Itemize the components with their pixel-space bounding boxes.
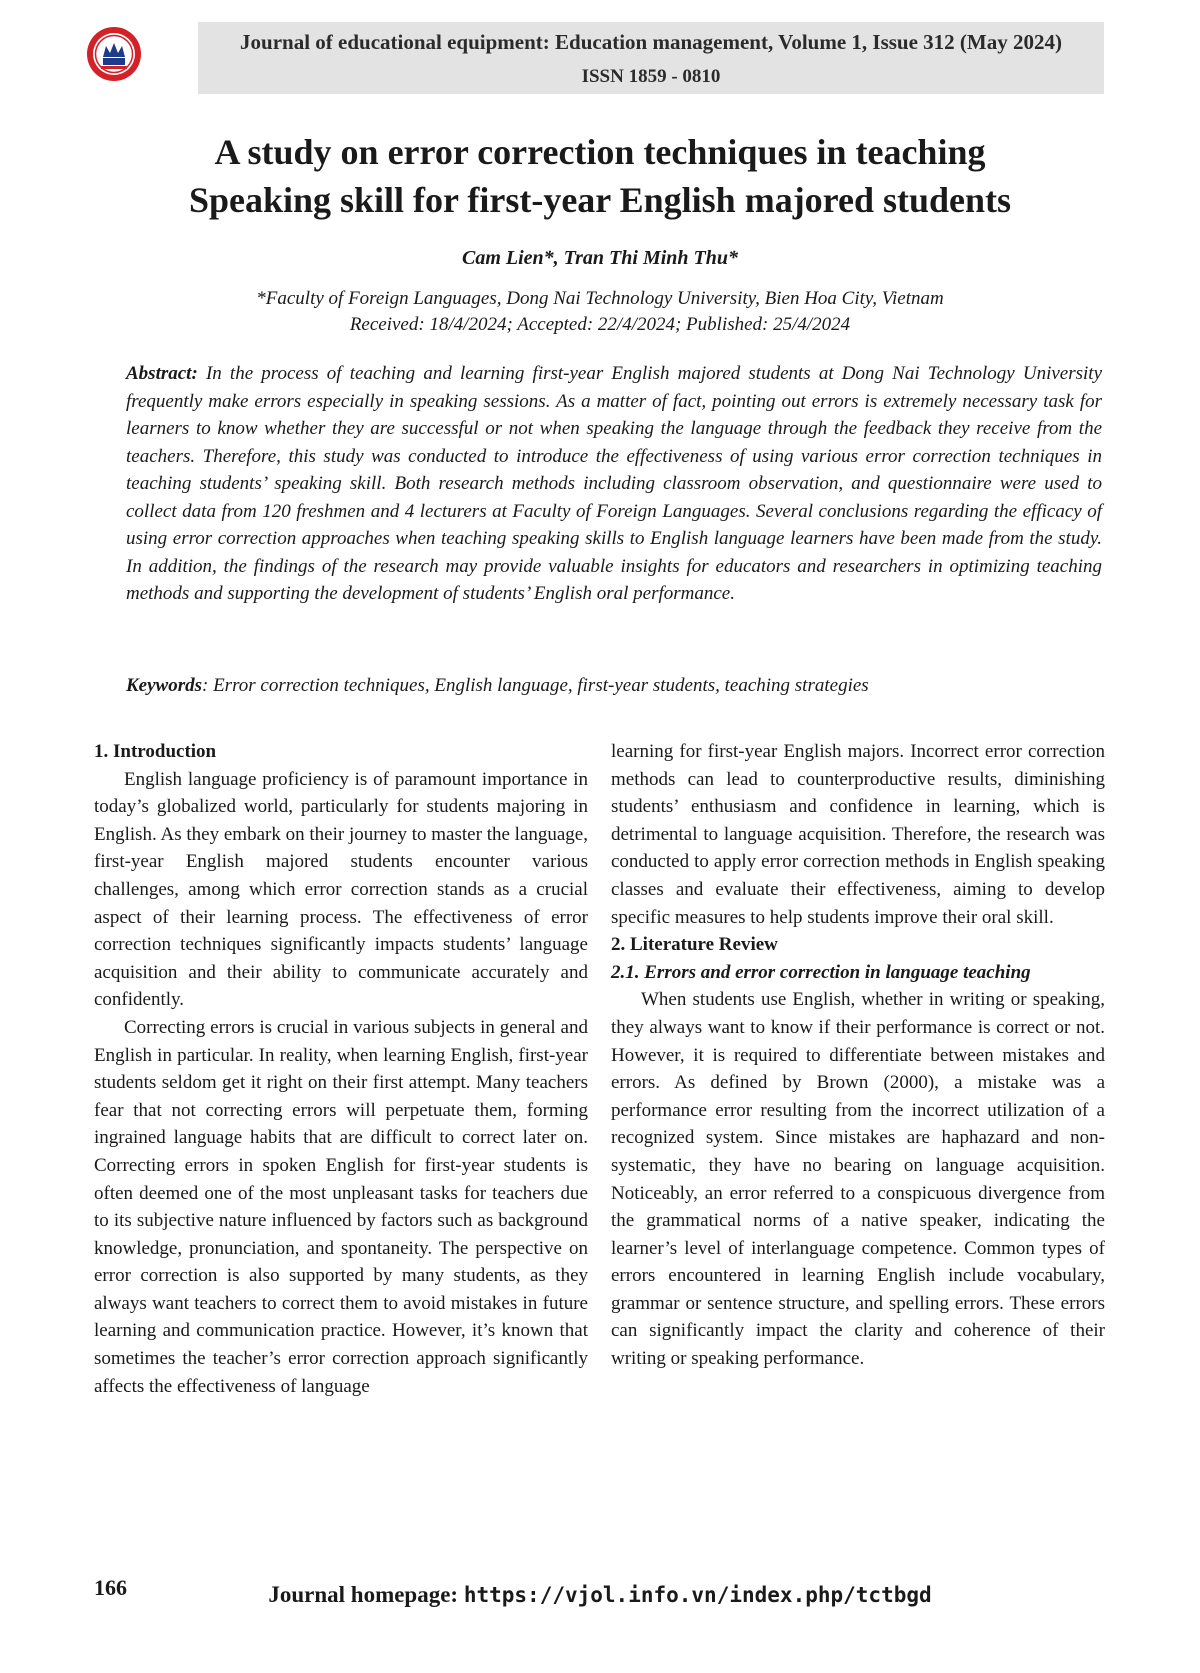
article-affiliation-block bbox=[0, 286, 1200, 338]
keywords bbox=[126, 673, 1102, 699]
section-heading-introduction: 1. Introduction bbox=[94, 741, 217, 762]
keywords-text: : Error correction techniques, English language, first-year students, teaching strategies bbox=[202, 675, 869, 696]
journal-homepage bbox=[0, 1582, 1200, 1608]
body-paragraph: English language proficiency is of paramount importance in today’s globalized world, particularly for students majoring in English. As they embark on their journey to master the language, first-year English majored students encounter various challenges, among which error correction stands as a crucial aspect of their learning process. The effectiveness of error correction techniques significantly impacts students’ language acquisition and their ability to communicate accurately and confidently. bbox=[94, 768, 588, 1011]
body-paragraph: When students use English, whether in writing or speaking, they always want to know if their performance is correct or not. However, it is required to differentiate between mistakes and errors. As defined by Brown (2000), a mistake was a performance error resulting from the incorrect utilization of a recognized system. Since mistakes are haphazard and non-systematic, they have no bearing on language acquisition. Noticeably, an error referred to a conspicuous divergence from the grammatical norms of a native speaker, indicating the learner’s level of interlanguage competence. Common types of errors encountered in learning English include vocabulary, grammar or sentence structure, and spelling errors. These errors can significantly impact the clarity and coherence of their writing or speaking performance. bbox=[611, 989, 1105, 1370]
body-paragraph-continued: learning for first-year English majors. Incorrect error correction methods can lead to counterproductive results, diminishing students’ enthusiasm and confidence in learning, which is detrimental to language acquisition. Therefore, the research was conducted to apply error correction methods in English speaking classes and evaluate their effectiveness, aiming to develop specific measures to help students improve their oral skill. bbox=[611, 741, 1105, 928]
publication-dates: Received: 18/4/2024; Accepted: 22/4/2024; Published: 25/4/2024 bbox=[349, 314, 851, 335]
abstract-label: Abstract: bbox=[126, 363, 198, 384]
body-column-right bbox=[611, 738, 1105, 1373]
article-title-line-2: Speaking skill for first-year English majored students bbox=[188, 180, 1012, 220]
abstract-text: In the process of teaching and learning first-year English majored students at Dong Nai Technology University frequently make errors especially in speaking sessions. As a matter of fact, pointing out errors is extremely necessary task for learners to know whether they are successful or not when speaking the language through the feedback they receive from the teachers. Therefore, this study was conducted to introduce the effectiveness of using various error correction techniques in teaching students’ speaking skill. Both research methods including classroom observation, and questionnaire were used to collect data from 120 freshmen and 4 lecturers at Faculty of Foreign Languages. Several conclusions regarding the efficacy of using error correction approaches when teaching speaking skills to English language learners have been made from the study. In addition, the findings of the research may provide valuable insights for educators and researchers in optimizing teaching methods and supporting the development of students’ English oral performance. bbox=[126, 363, 1102, 604]
homepage-link[interactable]: https://vjol.info.vn/index.php/tctbgd bbox=[463, 1583, 932, 1607]
article-title bbox=[100, 128, 1100, 224]
article-title-line-1: A study on error correction techniques in teaching bbox=[214, 132, 986, 172]
section-heading-literature-review: 2. Literature Review bbox=[611, 934, 778, 956]
abstract bbox=[126, 360, 1102, 608]
keywords-label: Keywords bbox=[126, 675, 202, 696]
page-number: 166 bbox=[94, 1575, 127, 1600]
article-authors: Cam Lien*, Tran Thi Minh Thu* bbox=[462, 247, 738, 269]
subsection-heading-errors: 2.1. Errors and error correction in language teaching bbox=[611, 961, 1031, 983]
body-paragraph: Correcting errors is crucial in various subjects in general and English in particular. In reality, when learning English, first-year students seldom get it right on their first attempt. Many teachers fear that not correcting errors will perpetuate them, forming ingrained language habits that are difficult to correct later on. Correcting errors in spoken English for first-year students is often deemed one of the most unpleasant tasks for teachers due to its subjective nature influenced by factors such as background knowledge, pronunciation, and spontaneity. The perspective on error correction is also supported by many students, as they always want teachers to correct them to avoid mistakes in future learning and communication practice. However, it’s known that sometimes the teacher’s error correction approach significantly affects the effectiveness of language bbox=[94, 1016, 588, 1397]
homepage-label: Journal homepage: bbox=[268, 1582, 464, 1607]
journal-citation: Journal of educational equipment: Education management, Volume 1, Issue 312 (May 2024) bbox=[240, 30, 1062, 54]
journal-header-band bbox=[198, 22, 1104, 94]
author-affiliation: *Faculty of Foreign Languages, Dong Nai Technology University, Bien Hoa City, Vietnam bbox=[256, 288, 944, 309]
journal-crest-icon bbox=[86, 26, 142, 82]
body-column-left bbox=[94, 738, 588, 1400]
issn-number: ISSN 1859 - 0810 bbox=[581, 66, 721, 87]
